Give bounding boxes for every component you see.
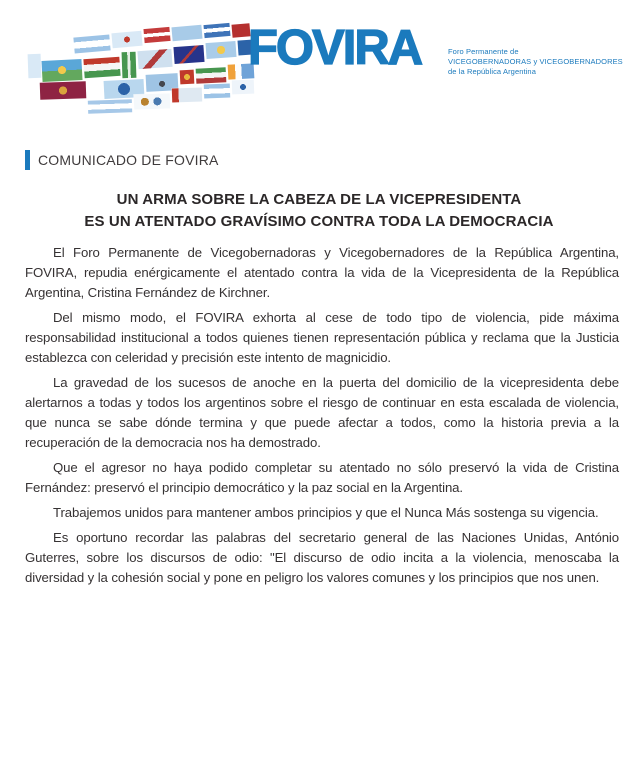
flag-tile xyxy=(143,27,170,43)
flag-tile xyxy=(137,49,172,69)
flag-tile xyxy=(172,87,202,102)
title-line-1: UN ARMA SOBRE LA CABEZA DE LA VICEPRESIDENTA xyxy=(116,191,522,208)
paragraph-5: Trabajemos unidos para mantener ambos principios y que el Nunca Más sostenga su vigencia. xyxy=(53,505,599,520)
flag-tile xyxy=(204,84,230,99)
flag-tile xyxy=(205,41,236,59)
tagline-line-2: VICEGOBERNADORAS y VICEGOBERNADORES xyxy=(448,57,623,66)
fovira-tagline xyxy=(448,47,623,77)
fovira-wordmark: FOVIRA xyxy=(248,21,422,75)
paragraph-4: Que el agresor no haya podido completar su atentado no sólo preservó la vida de Cristina Fernández: preservó el principio democrático y la paz social en la Argentina. xyxy=(25,460,619,495)
flag-tile xyxy=(196,67,227,84)
flag-tile xyxy=(203,23,230,38)
flag-tile xyxy=(41,59,82,82)
flags-collage xyxy=(28,24,254,116)
tagline-line-3: de la República Argentina xyxy=(448,67,536,76)
title-line-2: ES UN ATENTADO GRAVÍSIMO CONTRA TODA LA DEMOCRACIA xyxy=(84,213,554,230)
flag-tile xyxy=(173,45,204,64)
flag-tile xyxy=(73,34,110,53)
paragraph-3: La gravedad de los sucesos de anoche en la puerta del domicilio de la vicepresidenta debe alertarnos a todas y todos los argentinos sobre el riesgo de continuar en esta escalada de violencia, que nunca se sabe dónde termina y que puede afectar a todos, como la historia previa a la recuperación de la democracia nos ha demostrado. xyxy=(25,375,619,450)
flag-tile xyxy=(111,31,142,49)
communique-label: COMUNICADO DE FOVIRA xyxy=(38,152,219,168)
paragraph-1: El Foro Permanente de Vicegobernadoras y Vicegobernadores de la República Argentina, FOVIRA, repudia enérgicamente el atentado contra la vida de la Vicepresidenta de la República Argentina, Cristina Fernández de Kirchner. xyxy=(25,245,619,300)
flag-tile xyxy=(134,93,171,109)
flag-tile xyxy=(232,80,254,95)
accent-bar xyxy=(25,150,30,170)
flag-tile xyxy=(40,81,87,100)
flag-tile xyxy=(88,99,132,114)
paragraph-2: Del mismo modo, el FOVIRA exhorta al cese de todo tipo de violencia, pide máxima responsabilidad institucional a todos quienes tienen representación pública y reclama que la Justicia establezca con celeridad y precisión este intento de magnicidio. xyxy=(25,310,619,365)
flag-tile xyxy=(83,57,120,78)
flag-tile xyxy=(171,25,202,42)
tagline-line-1: Foro Permanente de xyxy=(448,47,519,56)
communique-body xyxy=(25,243,619,593)
communique-kicker xyxy=(25,150,219,170)
communique-title xyxy=(0,189,638,233)
flag-tile xyxy=(122,52,137,78)
flag-tile xyxy=(180,70,195,85)
flag-tile xyxy=(28,54,42,78)
paragraph-6: Es oportuno recordar las palabras del secretario general de las Naciones Unidas, António Guterres, sobre los discursos de odio: "El discurso de odio incita a la violencia, menoscaba la diversidad y la cohesión social y pone en peligro los valores comunes y los principios que nos unen. xyxy=(25,530,619,585)
